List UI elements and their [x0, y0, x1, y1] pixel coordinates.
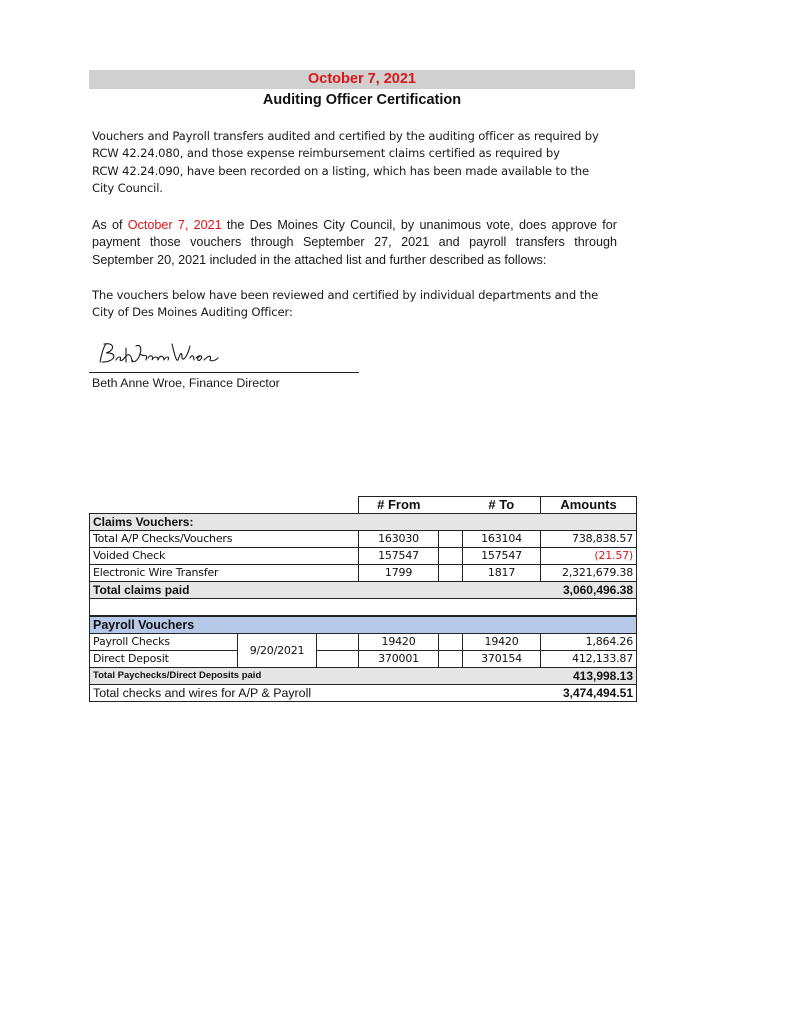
- row-label: Direct Deposit: [90, 651, 238, 668]
- paragraph-rcw-certification: [92, 128, 617, 198]
- table-row: [90, 531, 637, 548]
- row-from: 19420: [359, 634, 439, 651]
- approval-text: the Des Moines City Council, by unanimous vote, does approve for payment those vouchers through September 27, 2021 and payroll transfers through September 20, 2021 included in the attached list and further described as follows:: [92, 218, 617, 267]
- row-from: 1799: [359, 565, 439, 582]
- paragraph-line: The vouchers below have been reviewed and certified by individual departments and the: [92, 288, 599, 302]
- row-label: Total A/P Checks/Vouchers: [90, 531, 359, 548]
- column-header-amounts: Amounts: [541, 497, 637, 514]
- row-from: 163030: [359, 531, 439, 548]
- claims-total-row: [90, 582, 637, 599]
- claims-total-amount: 3,060,496.38: [541, 582, 637, 599]
- row-label: Electronic Wire Transfer: [90, 565, 359, 582]
- approval-date: October 7, 2021: [127, 218, 222, 232]
- signature-image: [96, 338, 236, 370]
- paragraph-line: City of Des Moines Auditing Officer:: [92, 305, 293, 320]
- paragraph-line: City Council.: [92, 181, 163, 196]
- paragraph-line: RCW 42.24.090, have been recorded on a listing, which has been made available to the: [92, 163, 589, 178]
- document-title: Auditing Officer Certification: [262, 92, 462, 108]
- grand-total-row: [90, 685, 637, 702]
- table-row: [90, 565, 637, 582]
- paragraph-council-approval: [92, 217, 617, 269]
- payroll-section-label: Payroll Vouchers: [90, 616, 637, 634]
- claims-total-label: Total claims paid: [90, 582, 541, 599]
- grand-total-amount: 3,474,494.51: [541, 685, 637, 702]
- row-label: Payroll Checks: [90, 634, 238, 651]
- approval-prefix: As of: [92, 218, 128, 232]
- payroll-section-header: [90, 616, 637, 634]
- table-row: [90, 651, 637, 668]
- row-amount: 738,838.57: [541, 531, 637, 548]
- voucher-summary-table: [89, 496, 637, 702]
- row-from: 370001: [359, 651, 439, 668]
- row-amount: 412,133.87: [541, 651, 637, 668]
- row-to: 19420: [463, 634, 541, 651]
- table-header-row: [90, 497, 637, 514]
- row-to: 370154: [463, 651, 541, 668]
- row-to: 1817: [463, 565, 541, 582]
- row-to: 163104: [463, 531, 541, 548]
- payroll-total-label: Total Paychecks/Direct Deposits paid: [90, 668, 541, 685]
- table-row: [90, 634, 637, 651]
- row-label: Voided Check: [90, 548, 359, 565]
- paragraph-review-statement: [92, 287, 617, 322]
- signature-line: [89, 372, 359, 373]
- column-header-to: # To: [463, 497, 541, 514]
- signer-name-title: Beth Anne Wroe, Finance Director: [92, 376, 280, 390]
- column-header-from: # From: [359, 497, 439, 514]
- paragraph-line: Vouchers and Payroll transfers audited and certified by the auditing officer as required by: [92, 129, 599, 143]
- header-date: October 7, 2021: [308, 71, 416, 87]
- row-amount-negative: (21.57): [541, 548, 637, 565]
- claims-section-label: Claims Vouchers:: [90, 514, 637, 531]
- row-amount: 1,864.26: [541, 634, 637, 651]
- row-from: 157547: [359, 548, 439, 565]
- payroll-total-amount: 413,998.13: [541, 668, 637, 685]
- spacer-row: [90, 599, 637, 617]
- grand-total-label: Total checks and wires for A/P & Payroll: [90, 685, 541, 702]
- payroll-total-row: [90, 668, 637, 685]
- row-amount: 2,321,679.38: [541, 565, 637, 582]
- payroll-date: 9/20/2021: [238, 634, 317, 668]
- row-to: 157547: [463, 548, 541, 565]
- claims-section-header: [90, 514, 637, 531]
- table-row: [90, 548, 637, 565]
- paragraph-line: RCW 42.24.080, and those expense reimbursement claims certified as required by: [92, 146, 560, 161]
